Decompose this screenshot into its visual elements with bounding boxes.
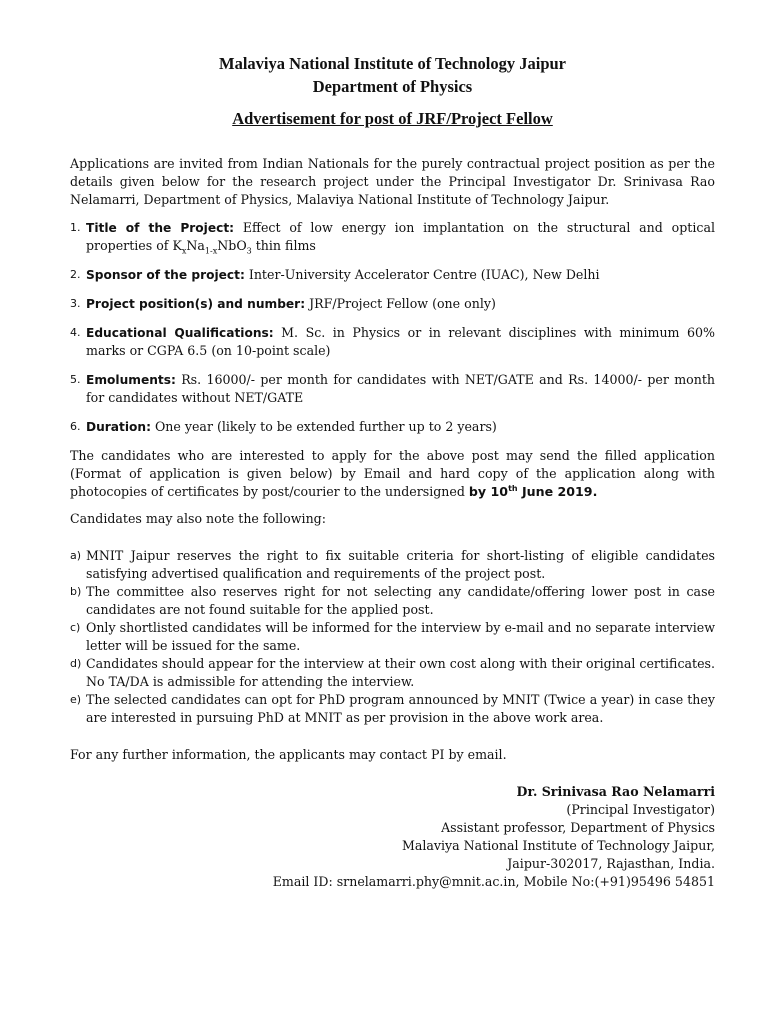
note-text: The selected candidates can opt for PhD program announced by MNIT (Twice a year) in case they are interested in pursuing PhD at MNIT as per provision in the above work area.	[86, 692, 715, 725]
item-label: Emoluments:	[86, 373, 176, 387]
note-item	[70, 691, 715, 727]
item-number: 3.	[70, 297, 81, 310]
item-number: 1.	[70, 221, 81, 234]
note-text: MNIT Jaipur reserves the right to fix suitable criteria for short-listing of eligible candidates satisfying advertised qualification and requirements of the project post.	[86, 548, 715, 581]
item-label: Project position(s) and number:	[86, 297, 306, 311]
apply-paragraph	[70, 447, 715, 501]
note-item	[70, 583, 715, 619]
note-mark: a)	[70, 549, 82, 562]
item-number: 5.	[70, 373, 81, 386]
note-item	[70, 619, 715, 655]
project-details-list	[70, 219, 715, 436]
item-text: JRF/Project Fellow (one only)	[305, 296, 496, 311]
detail-item-sponsor	[70, 266, 715, 284]
detail-item-emoluments	[70, 371, 715, 407]
subscript: 3	[246, 246, 252, 256]
item-text: Effect of low energy ion implantation on the structural and optical properties of K	[86, 220, 715, 253]
superscript: th	[508, 483, 518, 493]
deadline	[469, 484, 597, 499]
signatory-name: Dr. Srinivasa Rao Nelamarri	[516, 784, 715, 799]
deadline-text: June 2019.	[517, 484, 598, 499]
intro-paragraph: Applications are invited from Indian Nationals for the purely contractual project position as per the details given below for the research project under the Principal Investigator Dr. Srinivasa Rao Nelamarri, Department of Physics, Malaviya National Institute of Technology Jaipur.	[70, 156, 715, 207]
item-text: One year (likely to be extended further up to 2 years)	[150, 419, 497, 434]
institute-name: Malaviya National Institute of Technology Jaipur	[219, 54, 566, 73]
item-text: Rs. 16000/- per month for candidates with NET/GATE and Rs. 14000/- per month for candidates without NET/GATE	[86, 372, 715, 405]
subscript: 1-x	[204, 246, 218, 256]
item-label: Duration:	[86, 420, 151, 434]
note-text: Only shortlisted candidates will be informed for the interview by e-mail and no separate interview letter will be issued for the same.	[86, 620, 715, 653]
item-text: thin films	[251, 238, 316, 253]
apply-text: The candidates who are interested to apply for the above post may send the filled application (Format of application is given below) by Email and hard copy of the application along with photocopies of certificates by post/courier to the undersigned	[70, 448, 715, 499]
note-mark: c)	[70, 621, 81, 634]
signatory-address: Jaipur-302017, Rajasthan, India.	[507, 856, 715, 871]
item-text: NbO	[217, 238, 247, 253]
item-label: Sponsor of the project:	[86, 268, 245, 282]
item-number: 4.	[70, 326, 81, 339]
further-info: For any further information, the applicants may contact PI by email.	[70, 747, 507, 762]
note-text: The committee also reserves right for not selecting any candidate/offering lower post in case candidates are not found suitable for the applied post.	[86, 584, 715, 617]
item-label: Title of the Project:	[86, 221, 235, 235]
detail-item-qualifications	[70, 324, 715, 360]
note-text: Candidates should appear for the interview at their own cost along with their original certificates. No TA/DA is admissible for attending the interview.	[86, 656, 715, 689]
notes-lead: Candidates may also note the following:	[70, 511, 326, 526]
item-label: Educational Qualifications:	[86, 326, 274, 340]
signatory-contact: Email ID: srnelamarri.phy@mnit.ac.in, Mobile No:(+91)95496 54851	[272, 874, 715, 889]
signatory-institute: Malaviya National Institute of Technology Jaipur,	[401, 838, 715, 853]
signatory-position: Assistant professor, Department of Physics	[441, 820, 715, 835]
advertisement-title: Advertisement for post of JRF/Project Fellow	[232, 109, 553, 128]
note-mark: e)	[70, 693, 82, 706]
item-text: M. Sc. in Physics or in relevant disciplines with minimum 60% marks or CGPA 6.5 (on 10-point scale)	[86, 325, 715, 358]
signatory-role: (Principal Investigator)	[566, 802, 715, 817]
item-number: 2.	[70, 268, 81, 281]
note-mark: d)	[70, 657, 82, 670]
note-item	[70, 547, 715, 583]
document-page	[70, 52, 715, 891]
detail-item-position	[70, 295, 715, 313]
item-text: Na	[186, 238, 205, 253]
deadline-text: by 10	[468, 484, 509, 499]
subscript: x	[181, 246, 187, 256]
item-number: 6.	[70, 420, 81, 433]
note-mark: b)	[70, 585, 82, 598]
item-text: Inter-University Accelerator Centre (IUAC), New Delhi	[244, 267, 600, 282]
signature-block	[70, 783, 715, 891]
department-name: Department of Physics	[312, 77, 473, 96]
detail-item-title	[70, 219, 715, 255]
note-item	[70, 655, 715, 691]
notes-list	[70, 547, 715, 727]
detail-item-duration	[70, 418, 715, 436]
